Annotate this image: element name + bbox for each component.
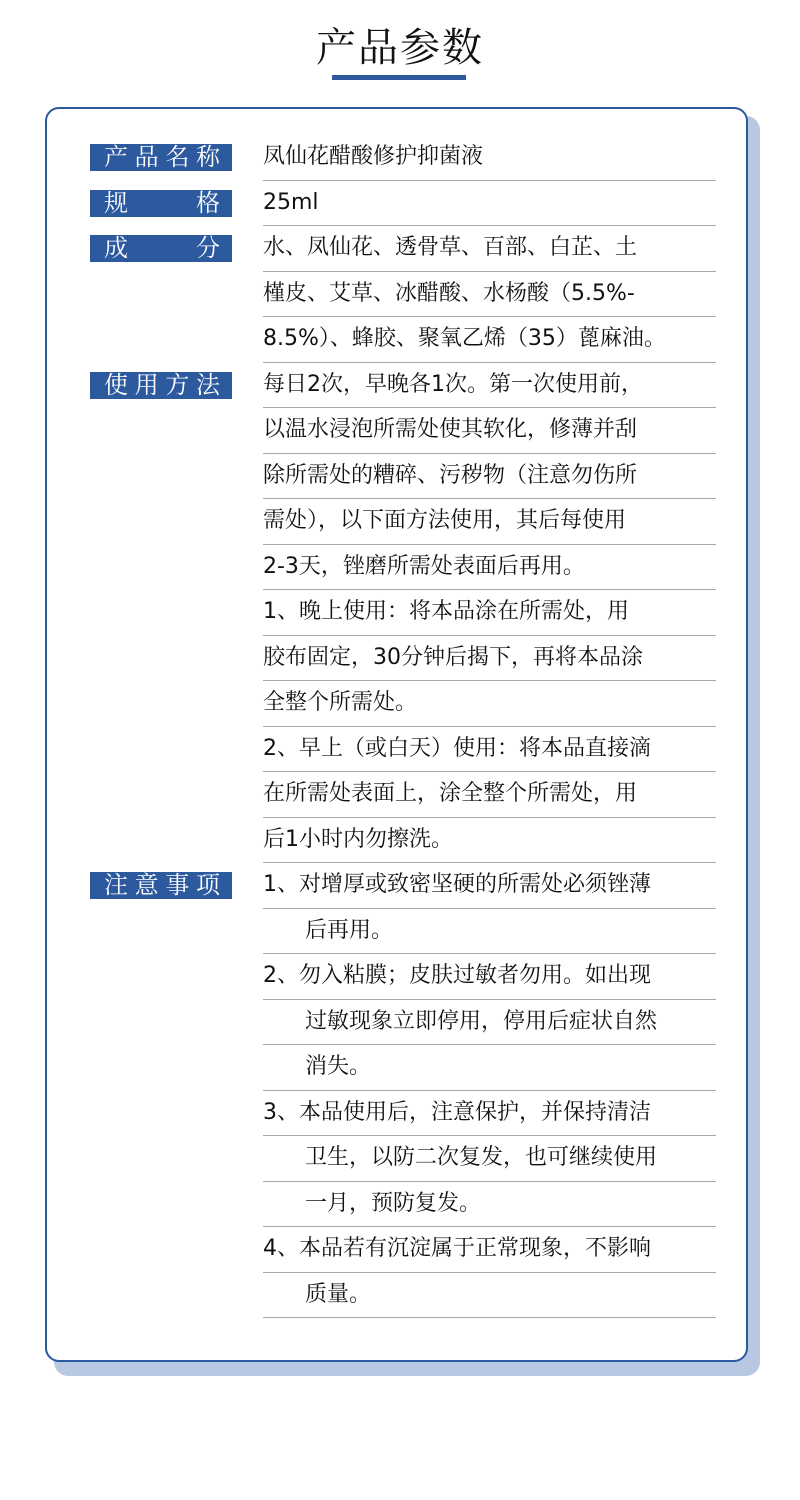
value-line: 需处），以下面方法使用，其后每使用	[263, 499, 716, 545]
value-line: 以温水浸泡所需处使其软化，修薄并刮	[263, 408, 716, 454]
section-value	[263, 363, 716, 864]
section-label: 规格	[90, 190, 232, 217]
section-label: 注意事项	[90, 872, 232, 899]
value-line: 4、本品若有沉淀属于正常现象，不影响	[263, 1227, 716, 1273]
value-line: 2-3天，锉磨所需处表面后再用。	[263, 545, 716, 591]
value-line: 一月，预防复发。	[263, 1182, 716, 1228]
section-label: 使用方法	[90, 372, 232, 399]
value-line: 后再用。	[263, 909, 716, 955]
parameters-table	[90, 135, 716, 1318]
value-line: 2、勿入粘膜；皮肤过敏者勿用。如出现	[263, 954, 716, 1000]
section-value	[263, 135, 716, 181]
section-label: 成分	[90, 235, 232, 262]
value-line: 过敏现象立即停用，停用后症状自然	[263, 1000, 716, 1046]
section-product-name	[90, 135, 716, 181]
page-title: 产品参数	[316, 25, 484, 71]
section-usage	[90, 363, 716, 864]
value-line: 8.5%）、蜂胶、聚氧乙烯（35）蓖麻油。	[263, 317, 716, 363]
value-line: 每日2次，早晚各1次。第一次使用前，	[263, 363, 716, 409]
section-value	[263, 181, 716, 227]
section-value	[263, 226, 716, 363]
value-line: 在所需处表面上，涂全整个所需处，用	[263, 772, 716, 818]
section-label: 产品名称	[90, 144, 232, 171]
value-line: 除所需处的糟碎、污秽物（注意勿伤所	[263, 454, 716, 500]
title-underline	[332, 75, 466, 80]
value-line: 1、晚上使用：将本品涂在所需处，用	[263, 590, 716, 636]
value-line: 凤仙花醋酸修护抑菌液	[263, 135, 716, 181]
value-line: 全整个所需处。	[263, 681, 716, 727]
value-line: 质量。	[263, 1273, 716, 1319]
value-line: 后1小时内勿擦洗。	[263, 818, 716, 864]
value-line: 消失。	[263, 1045, 716, 1091]
value-line: 2、早上（或白天）使用：将本品直接滴	[263, 727, 716, 773]
value-line: 胶布固定，30分钟后揭下，再将本品涂	[263, 636, 716, 682]
value-line: 卫生，以防二次复发，也可继续使用	[263, 1136, 716, 1182]
section-ingredients	[90, 226, 716, 363]
section-precautions	[90, 863, 716, 1318]
value-line: 3、本品使用后，注意保护，并保持清洁	[263, 1091, 716, 1137]
value-line: 1、对增厚或致密坚硬的所需处必须锉薄	[263, 863, 716, 909]
value-line: 槿皮、艾草、冰醋酸、水杨酸（5.5%-	[263, 272, 716, 318]
section-value	[263, 863, 716, 1318]
value-line: 25ml	[263, 181, 716, 227]
section-specification	[90, 181, 716, 227]
value-line: 水、凤仙花、透骨草、百部、白芷、土	[263, 226, 716, 272]
